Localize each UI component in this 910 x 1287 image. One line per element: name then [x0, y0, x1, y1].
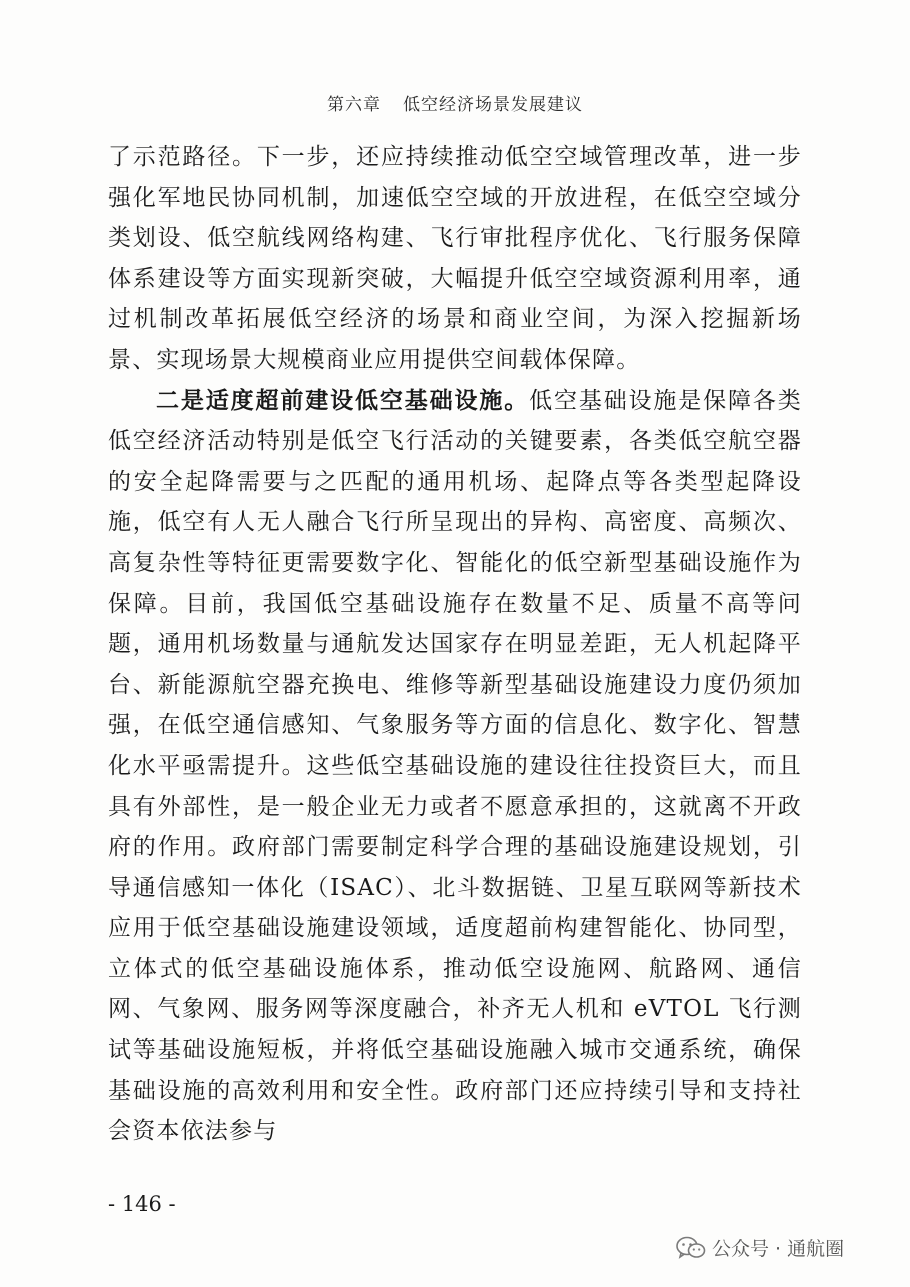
page-number: - 146 -: [108, 1192, 176, 1216]
wechat-icon: [676, 1236, 706, 1260]
watermark-text: 公众号 · 通航圈: [712, 1238, 845, 1260]
chapter-number: 第六章: [327, 95, 381, 115]
running-header: [0, 90, 910, 115]
paragraph-1: 了示范路径。下一步，还应持续推动低空空域管理改革，进一步强化军地民协同机制，加速低空空域的开放进程，在低空空域分类划设、低空航线网络构建、飞行审批程序优化、飞行服务保障体系建设等方面实现新突破，大幅提升低空空域资源利用率，通过机制改革拓展低空经济的场景和商业空间，为深入挖掘新场景、实现场景大规模商业应用提供空间载体保障。: [108, 144, 802, 373]
paragraph-2-text: 低空基础设施是保障各类低空经济活动特别是低空飞行活动的关键要素，各类低空航空器的安全起降需要与之匹配的通用机场、起降点等各类型起降设施，低空有人无人融合飞行所呈现出的异构、高密度、高频次、高复杂性等特征更需要数字化、智能化的低空新型基础设施作为保障。目前，我国低空基础设施存在数量不足、质量不高等问题，通用机场数量与通航发达国家存在明显差距，无人机起降平台、新能源航空器充换电、维修等新型基础设施建设力度仍须加强，在低空通信感知、气象服务等方面的信息化、数字化、智慧化水平亟需提升。这些低空基础设施的建设往往投资巨大，而且具有外部性，是一般企业无力或者不愿意承担的，这就离不开政府的作用。政府部门需要制定科学合理的基础设施建设规划，引导通信感知一体化（ISAC）、北斗数据链、卫星互联网等新技术应用于低空基础设施建设领域，适度超前构建智能化、协同型，立体式的低空基础设施体系，推动低空设施网、航路网、通信网、气象网、服务网等深度融合，补齐无人机和 eVTOL 飞行测试等基础设施短板，并将低空基础设施融入城市交通系统，确保基础设施的高效利用和安全性。政府部门还应持续引导和支持社会资本依法参与: [108, 387, 802, 1145]
paragraph-2: [108, 381, 802, 1152]
paragraph-2-heading: 二是适度超前建设低空基础设施。: [156, 386, 530, 414]
body-text: [108, 137, 802, 1152]
chapter-title: 低空经济场景发展建议: [403, 95, 583, 115]
watermark: [676, 1234, 844, 1261]
